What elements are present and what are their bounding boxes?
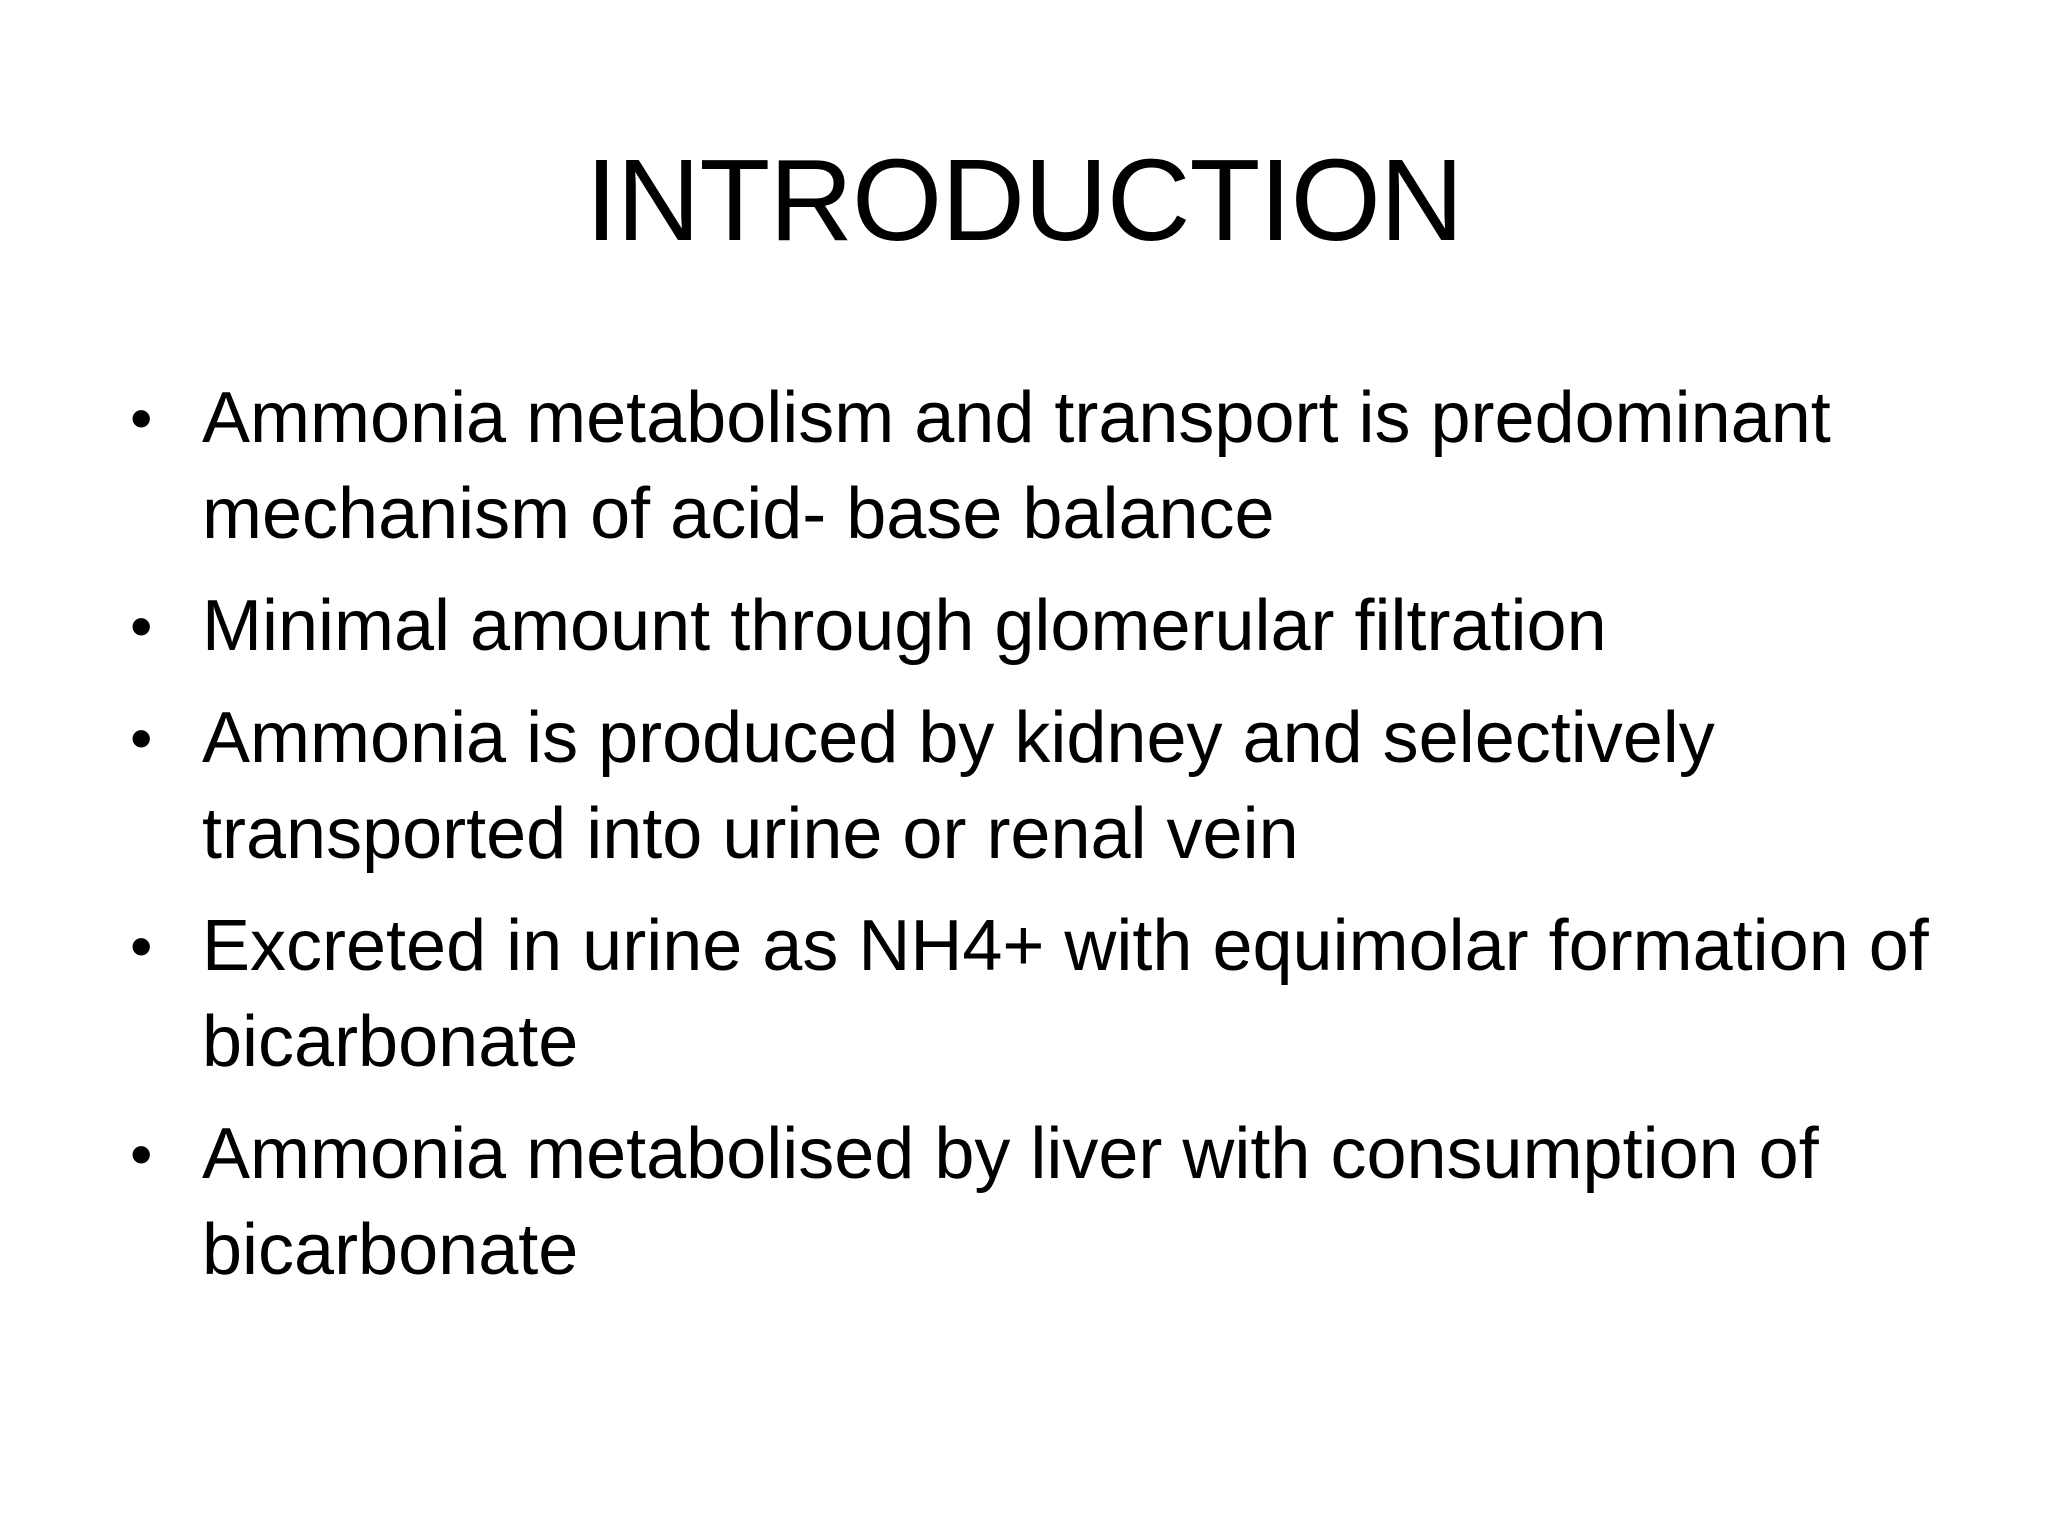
- bullet-list: [120, 370, 1980, 1314]
- bullet-text: Ammonia metabolism and transport is predominant mechanism of acid- base balance: [202, 378, 1831, 554]
- bullet-item: [120, 1106, 1980, 1298]
- bullet-item: [120, 898, 1980, 1090]
- bullet-text: Ammonia metabolised by liver with consumption of bicarbonate: [202, 1114, 1819, 1290]
- bullet-text: Ammonia is produced by kidney and selectively transported into urine or renal vein: [202, 698, 1715, 874]
- bullet-item: [120, 690, 1980, 882]
- bullet-text: Minimal amount through glomerular filtration: [202, 586, 1607, 666]
- bullet-item: [120, 578, 1980, 674]
- bullet-item: [120, 370, 1980, 562]
- bullet-icon: •: [130, 1118, 153, 1190]
- bullet-icon: •: [130, 382, 153, 454]
- slide-title: INTRODUCTION: [585, 135, 1463, 265]
- bullet-icon: •: [130, 702, 153, 774]
- bullet-text: Excreted in urine as NH4+ with equimolar formation of bicarbonate: [202, 906, 1929, 1082]
- bullet-icon: •: [130, 590, 153, 662]
- bullet-icon: •: [130, 910, 153, 982]
